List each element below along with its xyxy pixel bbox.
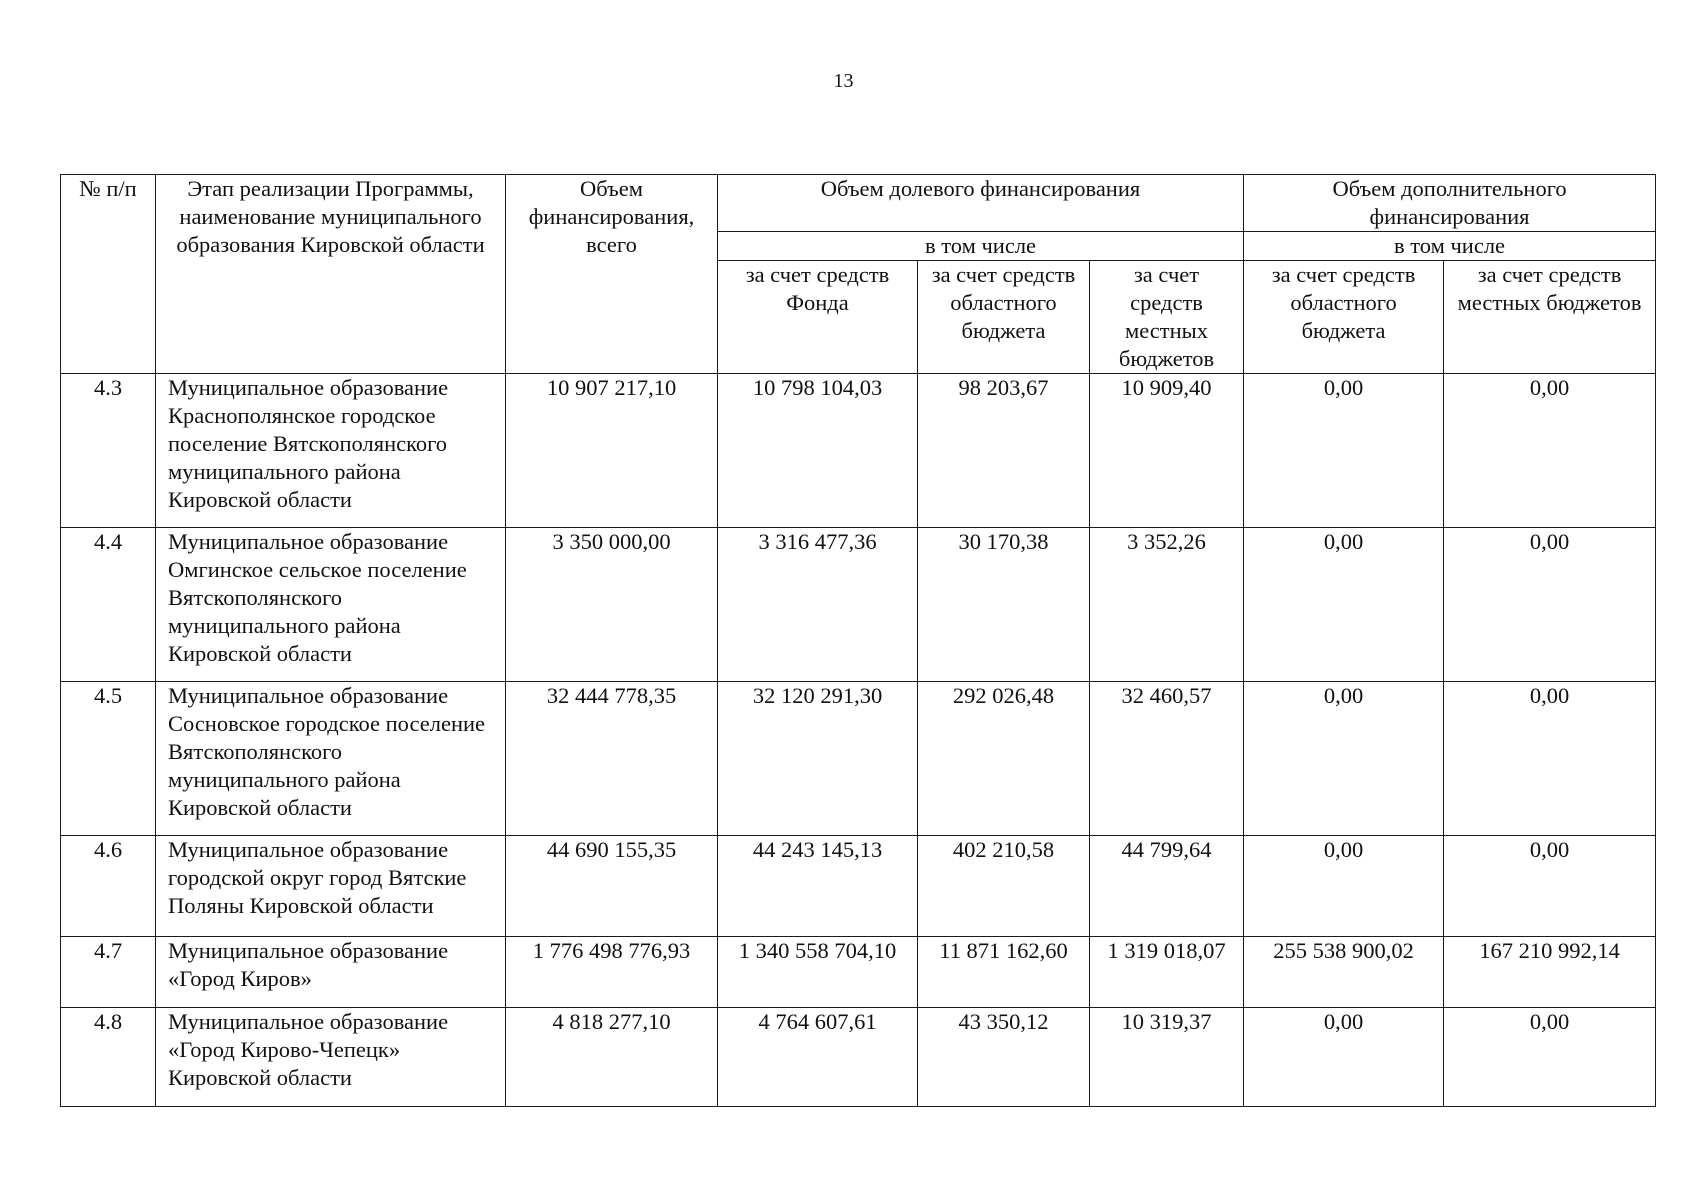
row-number: 4.7 — [61, 937, 156, 1008]
total-amount: 1 776 498 776,93 — [506, 937, 718, 1008]
local-amount: 10 909,40 — [1090, 374, 1244, 528]
total-amount: 44 690 155,35 — [506, 836, 718, 937]
local-amount: 10 319,37 — [1090, 1008, 1244, 1107]
municipality-name: Муниципальное образование «Город Киров» — [156, 937, 506, 1008]
total-amount: 32 444 778,35 — [506, 682, 718, 836]
regional-amount: 402 210,58 — [918, 836, 1090, 937]
additional-local-amount: 0,00 — [1444, 374, 1656, 528]
financing-table — [60, 174, 1656, 1107]
row-number: 4.5 — [61, 682, 156, 836]
fund-amount: 3 316 477,36 — [718, 528, 918, 682]
header-additional-local-budgets: за счет средств местных бюджетов — [1444, 261, 1656, 374]
additional-regional-amount: 0,00 — [1244, 836, 1444, 937]
municipality-name: Муниципальное образование «Город Кирово-Чепецк» Кировской области — [156, 1008, 506, 1107]
total-amount: 4 818 277,10 — [506, 1008, 718, 1107]
local-amount: 3 352,26 — [1090, 528, 1244, 682]
header-regional-budget: за счет средств областного бюджета — [918, 261, 1090, 374]
fund-amount: 32 120 291,30 — [718, 682, 918, 836]
table-row — [61, 1008, 1656, 1107]
header-additional-including: в том числе — [1244, 232, 1656, 261]
local-amount: 44 799,64 — [1090, 836, 1244, 937]
row-number: 4.6 — [61, 836, 156, 937]
header-additional-regional-budget: за счет средств областного бюджета — [1244, 261, 1444, 374]
page-number: 13 — [833, 70, 854, 92]
table-row — [61, 528, 1656, 682]
additional-regional-amount: 0,00 — [1244, 374, 1444, 528]
total-amount: 10 907 217,10 — [506, 374, 718, 528]
additional-regional-amount: 0,00 — [1244, 1008, 1444, 1107]
additional-local-amount: 0,00 — [1444, 1008, 1656, 1107]
fund-amount: 44 243 145,13 — [718, 836, 918, 937]
additional-regional-amount: 0,00 — [1244, 528, 1444, 682]
additional-local-amount: 0,00 — [1444, 682, 1656, 836]
table-row — [61, 937, 1656, 1008]
regional-amount: 11 871 162,60 — [918, 937, 1090, 1008]
municipality-name: Муниципальное образование городской округ город Вятские Поляны Кировской области — [156, 836, 506, 937]
table-row — [61, 682, 1656, 836]
header-shared-financing: Объем долевого финансирования — [718, 175, 1244, 232]
regional-amount: 98 203,67 — [918, 374, 1090, 528]
additional-local-amount: 167 210 992,14 — [1444, 937, 1656, 1008]
additional-regional-amount: 0,00 — [1244, 682, 1444, 836]
municipality-name: Муниципальное образование Краснополянское городское поселение Вятскополянского муниципального района Кировской области — [156, 374, 506, 528]
header-local-budgets: за счет средств местных бюджетов — [1090, 261, 1244, 374]
header-stage: Этап реализации Программы, наименование муниципального образования Кировской области — [156, 175, 506, 374]
table-row — [61, 374, 1656, 528]
row-number: 4.4 — [61, 528, 156, 682]
local-amount: 1 319 018,07 — [1090, 937, 1244, 1008]
regional-amount: 43 350,12 — [918, 1008, 1090, 1107]
total-amount: 3 350 000,00 — [506, 528, 718, 682]
additional-regional-amount: 255 538 900,02 — [1244, 937, 1444, 1008]
header-additional-financing: Объем дополнительного финансирования — [1244, 175, 1656, 232]
header-shared-including: в том числе — [718, 232, 1244, 261]
fund-amount: 1 340 558 704,10 — [718, 937, 918, 1008]
row-number: 4.8 — [61, 1008, 156, 1107]
header-num: № п/п — [61, 175, 156, 374]
table-row — [61, 836, 1656, 937]
header-total: Объем финансирования, всего — [506, 175, 718, 374]
local-amount: 32 460,57 — [1090, 682, 1244, 836]
fund-amount: 10 798 104,03 — [718, 374, 918, 528]
fund-amount: 4 764 607,61 — [718, 1008, 918, 1107]
municipality-name: Муниципальное образование Сосновское городское поселение Вятскополянского муниципального района Кировской области — [156, 682, 506, 836]
additional-local-amount: 0,00 — [1444, 528, 1656, 682]
municipality-name: Муниципальное образование Омгинское сельское поселение Вятскополянского муниципального района Кировской области — [156, 528, 506, 682]
header-fund: за счет средств Фонда — [718, 261, 918, 374]
regional-amount: 292 026,48 — [918, 682, 1090, 836]
row-number: 4.3 — [61, 374, 156, 528]
regional-amount: 30 170,38 — [918, 528, 1090, 682]
additional-local-amount: 0,00 — [1444, 836, 1656, 937]
